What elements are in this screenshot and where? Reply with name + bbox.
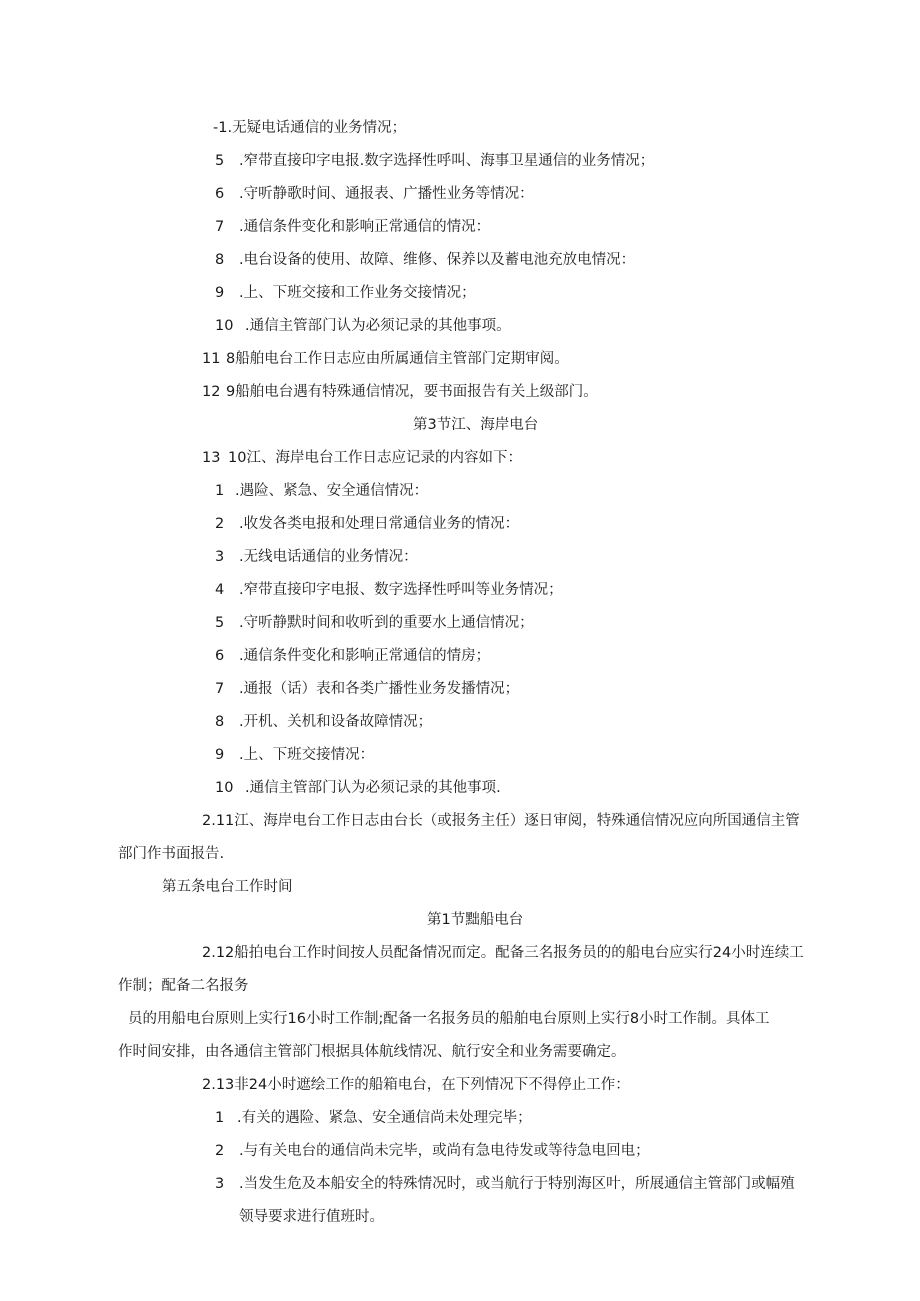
paragraph-line: 作制；配备二名报务 — [118, 978, 249, 994]
section-heading: 第3节江、海岸电台 — [413, 417, 539, 433]
item-line: 4 .窄带直接印字电报、数字选择性呼叫等业务情况； — [215, 582, 563, 598]
item-line: 1 .有关的遇险、紧急、安全通信尚未处理完毕； — [215, 1110, 532, 1126]
item-line: 领导要求进行值班时。 — [239, 1209, 384, 1225]
item-line: 10 .通信主管部门认为必须记录的其他事项. — [215, 780, 501, 796]
item-line: 6 .守听静歌时间、通报表、广播性业务等情况： — [215, 186, 534, 202]
section-line: 13 10江、海岸电台工作日志应记录的内容如下： — [202, 450, 522, 466]
section-line: 12 9船舶电台遇有特殊通信情况，要书面报告有关上级部门。 — [202, 384, 598, 400]
item-line: -1.无疑电话通信的业务情况； — [213, 120, 407, 136]
item-line: 8 .电台设备的使用、故障、维修、保养以及蓄电池充放电情况： — [215, 252, 636, 268]
paragraph-line: 2.12船拍电台工作时间按人员配备情况而定。配备三名报务员的的船电台应实行24小时连续工 — [202, 945, 804, 961]
item-line: 9 .上、下班交接和工作业务交接情况； — [215, 285, 476, 301]
item-line: 7 .通报（话）表和各类广播性业务发播情况； — [215, 681, 520, 697]
item-line: 5 .窄带直接印字电报.数字选择性呼叫、海事卫星通信的业务情况； — [215, 153, 655, 169]
article-heading: 第五条电台工作时间 — [162, 879, 293, 895]
item-line: 3 .无线电话通信的业务情况： — [215, 549, 418, 565]
paragraph-line: 员的用船电台原则上实行16小时工作制;配备一名报务员的船舶电台原则上实行8小时工作制。具体工 — [128, 1011, 770, 1027]
item-line: 8 .开机、关机和设备故障情况； — [215, 714, 433, 730]
paragraph-line: 作时间安排，由各通信主管部门根据具体航线情况、航行安全和业务需要确定。 — [118, 1044, 626, 1060]
item-line: 5 .守听静默时间和收听到的重要水上通信情况； — [215, 615, 534, 631]
item-line: 6 .通信条件变化和影响正常通信的情房； — [215, 648, 491, 664]
item-line: 10 .通信主管部门认为必须记录的其他事项。 — [215, 318, 511, 334]
section-line: 11 8船舶电台工作日志应由所属通信主管部门定期审阅。 — [202, 351, 569, 367]
paragraph-line: 2.11江、海岸电台工作日志由台长（或报务主任）逐日审阅，特殊通信情况应向所国通信主管 — [202, 813, 800, 829]
item-line: 9 .上、下班交接情况： — [215, 747, 375, 763]
paragraph-line: 部门作书面报告. — [118, 846, 225, 862]
section-heading: 第1节黜船电台 — [427, 912, 524, 928]
item-line: 2 .与有关电台的通信尚未完毕，或尚有急电待发或等待急电回电； — [215, 1143, 650, 1159]
item-line: 3 .当发生危及本船安全的特殊情况时，或当航行于特别海区叶，所展通信主管部门或幅殖 — [215, 1176, 795, 1192]
item-line: 2 .收发各类电报和处理日常通信业务的情况： — [215, 516, 520, 532]
item-line: 7 .通信条件变化和影响正常通信的情况： — [215, 219, 491, 235]
paragraph-line: 2.13非24小时遮绘工作的船箱电台，在下列情况下不得停止工作： — [202, 1077, 630, 1093]
item-line: 1 .遇险、紧急、安全通信情况： — [215, 483, 429, 499]
